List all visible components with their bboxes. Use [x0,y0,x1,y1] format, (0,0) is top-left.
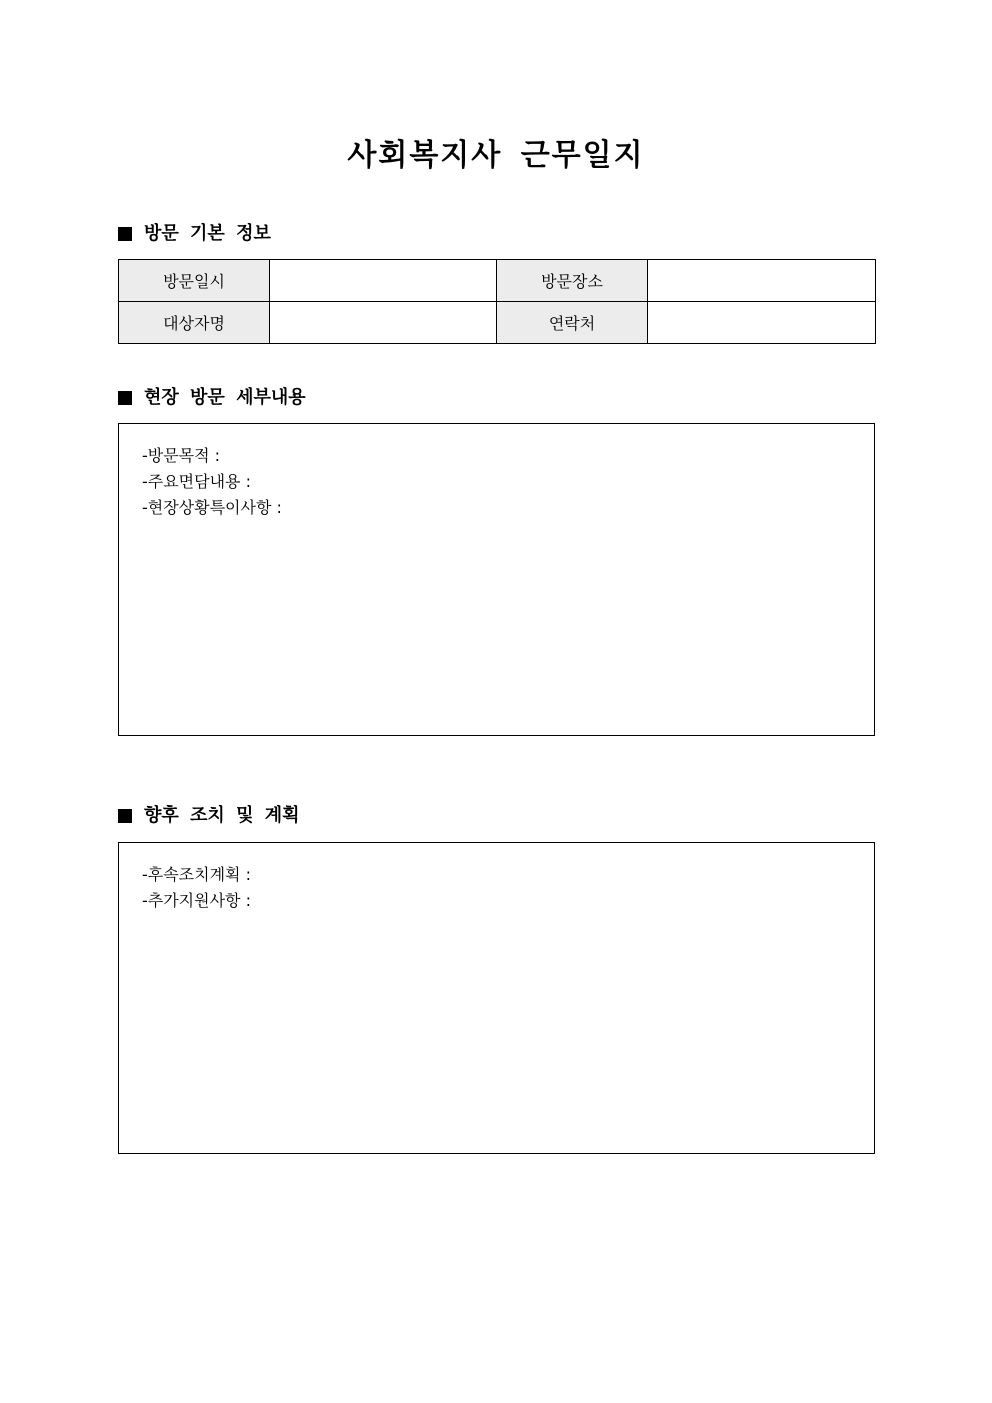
black-square-icon [118,391,132,405]
black-square-icon [118,227,132,241]
section-heading-basic-info [118,221,271,247]
section-heading-text: 방문 기본 정보 [144,223,271,244]
follow-up-lines [142,862,251,914]
visit-details-lines [142,443,282,521]
basic-info-table [118,259,876,344]
visit-details-box[interactable] [118,423,875,736]
contact-label: 연락처 [497,302,648,344]
visit-datetime-label: 방문일시 [119,260,270,302]
client-name-label: 대상자명 [119,302,270,344]
section-heading-visit-details [118,385,306,411]
table-row [119,260,876,302]
table-row [119,302,876,344]
visit-purpose-line: -방문목적 : [142,446,221,465]
interview-content-line: -주요면담내용 : [142,472,251,491]
document-title: 사회복지사 근무일지 [347,138,645,173]
visit-place-label: 방문장소 [497,260,648,302]
visit-place-value[interactable] [648,260,876,302]
visit-datetime-value[interactable] [270,260,497,302]
contact-value[interactable] [648,302,876,344]
section-heading-text: 향후 조치 및 계획 [144,805,300,826]
black-square-icon [118,809,132,823]
follow-up-plan-line: -후속조치계획 : [142,865,251,884]
section-heading-text: 현장 방문 세부내용 [144,387,306,408]
follow-up-box[interactable] [118,842,875,1154]
site-notes-line: -현장상황특이사항 : [142,498,282,517]
section-heading-follow-up [118,803,300,829]
additional-support-line: -추가지원사항 : [142,891,251,910]
client-name-value[interactable] [270,302,497,344]
